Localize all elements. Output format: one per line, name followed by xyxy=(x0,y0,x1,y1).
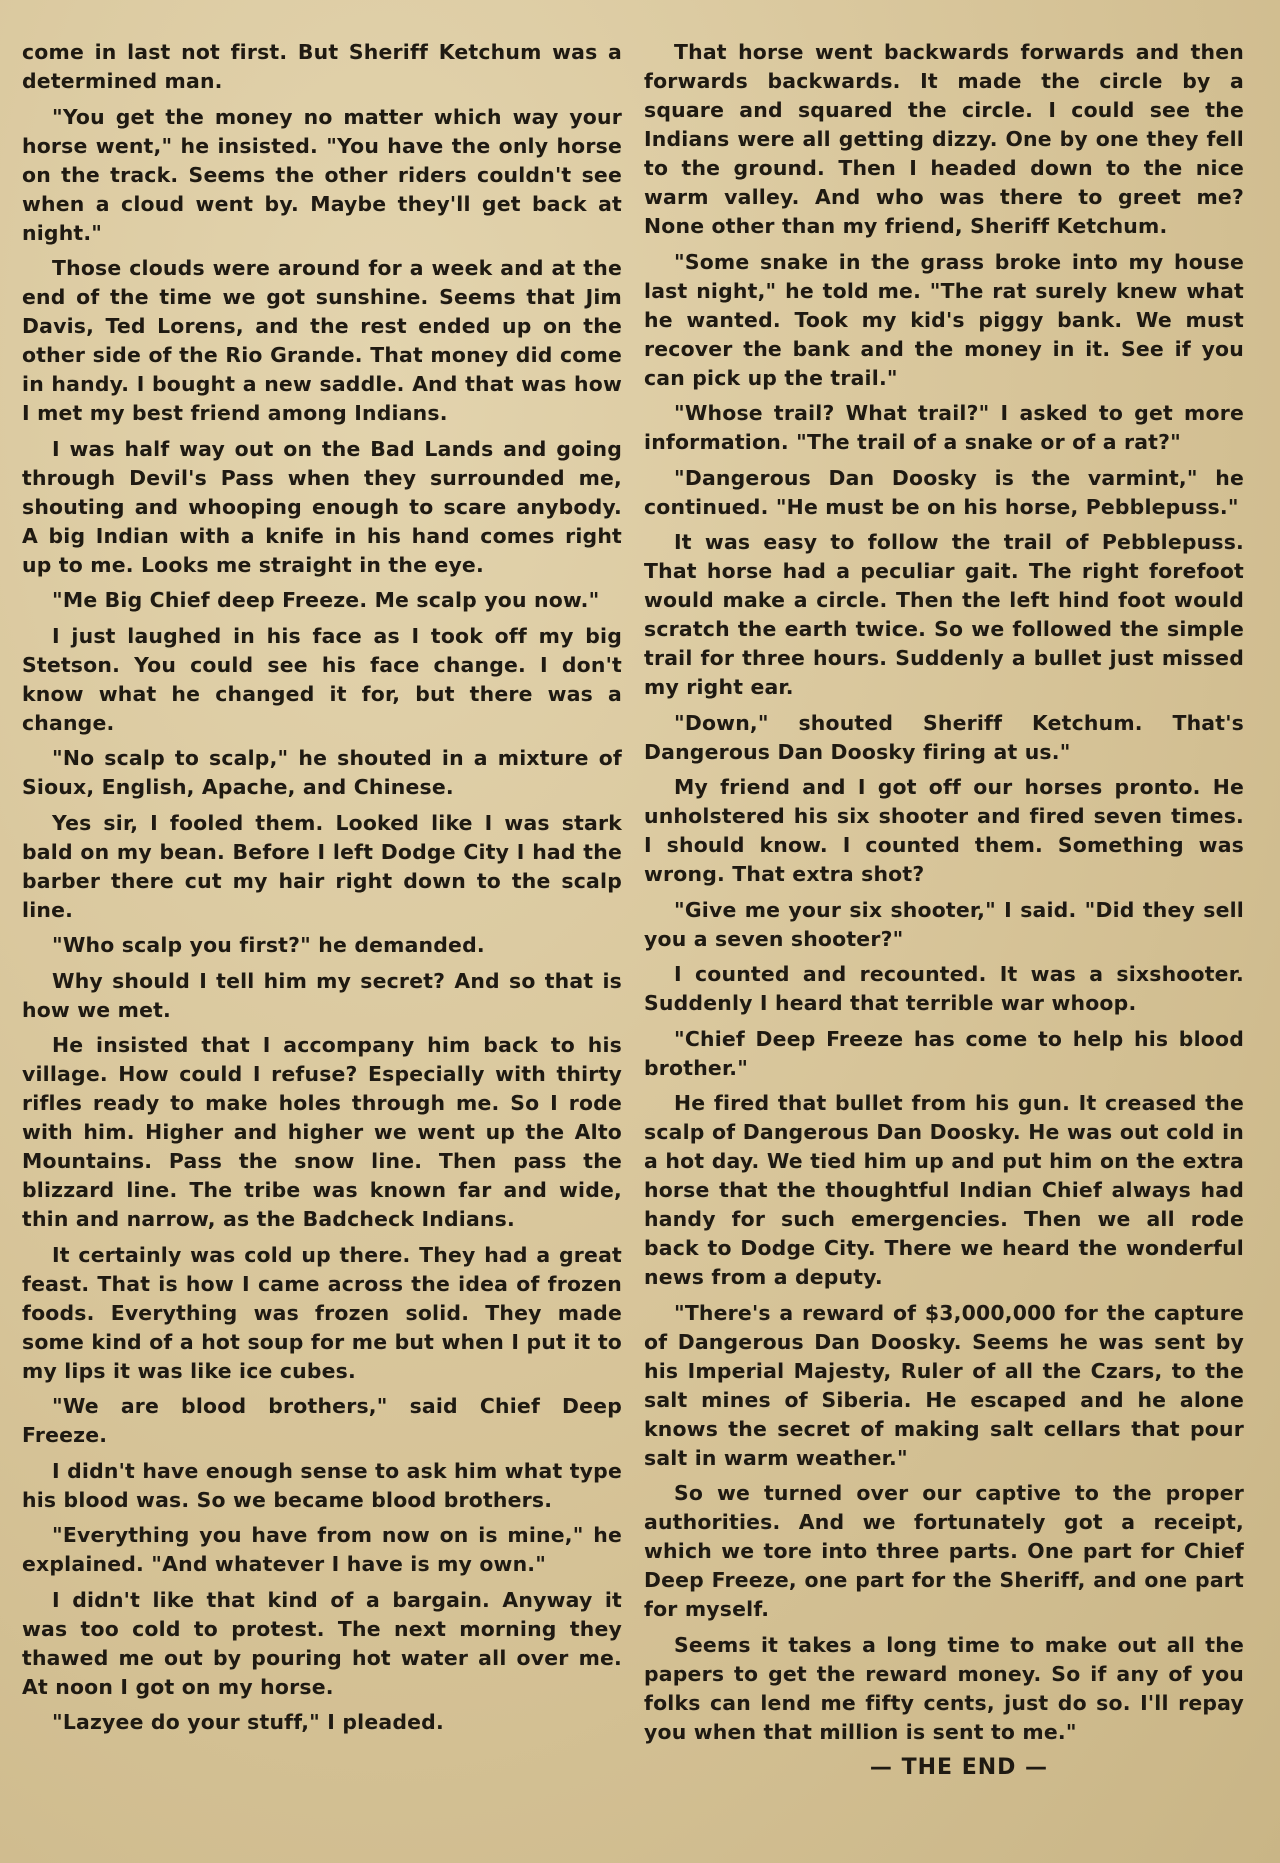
paragraph: Yes sir, I fooled them. Looked like I was stark bald on my bean. Before I left Dodge City I had the barber there cut my hair right down to the scalp line. xyxy=(22,810,622,922)
left-column xyxy=(22,38,622,1843)
paragraph: He fired that bullet from his gun. It creased the scalp of Dangerous Dan Doosky. He was out cold in a hot day. We tied him up and put him on the extra horse that the thoughtful Indian Chief always had handy for such emergencies. Then we all rode back to Dodge City. There we heard the wonderful news from a deputy. xyxy=(644,1091,1244,1289)
paragraph: "Some snake in the grass broke into my house last night," he told me. "The rat surely knew what he wanted. Took my kid's piggy bank. We must recover the bank and the money in it. See if you can pick up the trail." xyxy=(644,249,1244,390)
paragraph: Why should I tell him my secret? And so that is how we met. xyxy=(22,968,622,1022)
paragraph: "Whose trail? What trail?" I asked to get more information. "The trail of a snake or of a rat?" xyxy=(644,401,1244,454)
paragraph: I was half way out on the Bad Lands and going through Devil's Pass when they surrounded me, shouting and whooping enough to scare anybody. A big Indian with a knife in his hand comes right up to me. Looks me straight in the eye. xyxy=(22,436,622,577)
paragraph: I didn't have enough sense to ask him what type his blood was. So we became blood brothers. xyxy=(22,1458,622,1512)
paragraph: "Dangerous Dan Doosky is the varmint," he continued. "He must be on his horse, Pebblepuss." xyxy=(644,465,1244,519)
paragraph: "Give me your six shooter," I said. "Did they sell you a seven shooter?" xyxy=(644,897,1244,951)
paragraph: "Chief Deep Freeze has come to help his blood brother." xyxy=(644,1026,1244,1080)
paragraph: Those clouds were around for a week and at the end of the time we got sunshine. Seems that Jim Davis, Ted Lorens, and the rest ended up on the other side of the Rio Grande. That money did come in handy. I bought a new saddle. And that was how I met my best friend among Indians. xyxy=(22,256,622,425)
paragraph: I just laughed in his face as I took off my big Stetson. You could see his face change. I don't know what he changed it for, but there was a change. xyxy=(22,623,622,735)
paragraph: "We are blood brothers," said Chief Deep Freeze. xyxy=(22,1394,622,1447)
paragraph: It was easy to follow the trail of Pebblepuss. That horse had a peculiar gait. The right forefoot would make a circle. Then the left hind foot would scratch the earth twice. So we followed the simple trail for three hours. Suddenly a bullet just missed my right ear. xyxy=(644,530,1244,699)
paragraph: "Who scalp you first?" he demanded. xyxy=(52,933,485,957)
paragraph: I counted and recounted. It was a sixshooter. Suddenly I heard that terrible war whoop. xyxy=(644,962,1244,1015)
paragraph: That horse went backwards forwards and then forwards backwards. It made the circle by a square and squared the circle. I could see the Indians were all getting dizzy. One by one they fell to the ground. Then I headed down to the nice warm valley. And who was there to greet me? None other than my friend, Sheriff Ketchum. xyxy=(644,40,1244,238)
paragraph: It certainly was cold up there. They had a great feast. That is how I came across the idea of frozen foods. Everything was frozen solid. They made some kind of a hot soup for me but when I put it to my lips it was like ice cubes. xyxy=(22,1242,622,1383)
paragraph: I didn't like that kind of a bargain. Anyway it was too cold to protest. The next morning they thawed me out by pouring hot water all over me. At noon I got on my horse. xyxy=(22,1587,622,1699)
paragraph: "Down," shouted Sheriff Ketchum. That's Dangerous Dan Doosky firing at us." xyxy=(644,710,1244,764)
paragraph: "You get the money no matter which way your horse went," he insisted. "You have the only horse on the track. Seems the other riders couldn't see when a cloud went by. Maybe they'll get back at night." xyxy=(22,104,622,245)
paragraph: "No scalp to scalp," he shouted in a mixture of Sioux, English, Apache, and Chinese. xyxy=(22,746,622,799)
paragraph: "Lazyee do your stuff," I pleaded. xyxy=(52,1710,444,1734)
paragraph: He insisted that I accompany him back to his village. How could I refuse? Especially with thirty rifles ready to make holes through me. So I rode with him. Higher and higher we went up the Alto Mountains. Pass the snow line. Then pass the blizzard line. The tribe was known far and wide, thin and narrow, as the Badcheck Indians. xyxy=(22,1033,622,1231)
paragraph: "Everything you have from now on is mine," he explained. "And whatever I have is my own." xyxy=(22,1523,622,1576)
paragraph: So we turned over our captive to the proper authorities. And we fortunately got a receipt, which we tore into three parts. One part for Chief Deep Freeze, one part for the Sheriff, and one part for myself. xyxy=(644,1481,1244,1621)
paragraph: "Me Big Chief deep Freeze. Me scalp you now." xyxy=(52,588,600,612)
paragraph: Seems it takes a long time to make out all the papers to get the reward money. So if any of you folks can lend me fifty cents, just do so. I'll repay you when that million is sent to me." xyxy=(644,1632,1244,1744)
paragraph: My friend and I got off our horses pronto. He unholstered his six shooter and fired seven times. I should know. I counted them. Something was wrong. That extra shot? xyxy=(644,775,1244,886)
the-end-marker: — THE END — xyxy=(869,1755,1049,1780)
paragraph: "There's a reward of $3,000,000 for the capture of Dangerous Dan Doosky. Seems he was sent by his Imperial Majesty, Ruler of all the Czars, to the salt mines of Siberia. He escaped and he alone knows the secret of making salt cellars that pour salt in warm weather." xyxy=(644,1300,1244,1470)
right-column xyxy=(644,38,1244,1843)
paragraph: come in last not first. But Sheriff Ketchum was a determined man. xyxy=(22,40,622,93)
